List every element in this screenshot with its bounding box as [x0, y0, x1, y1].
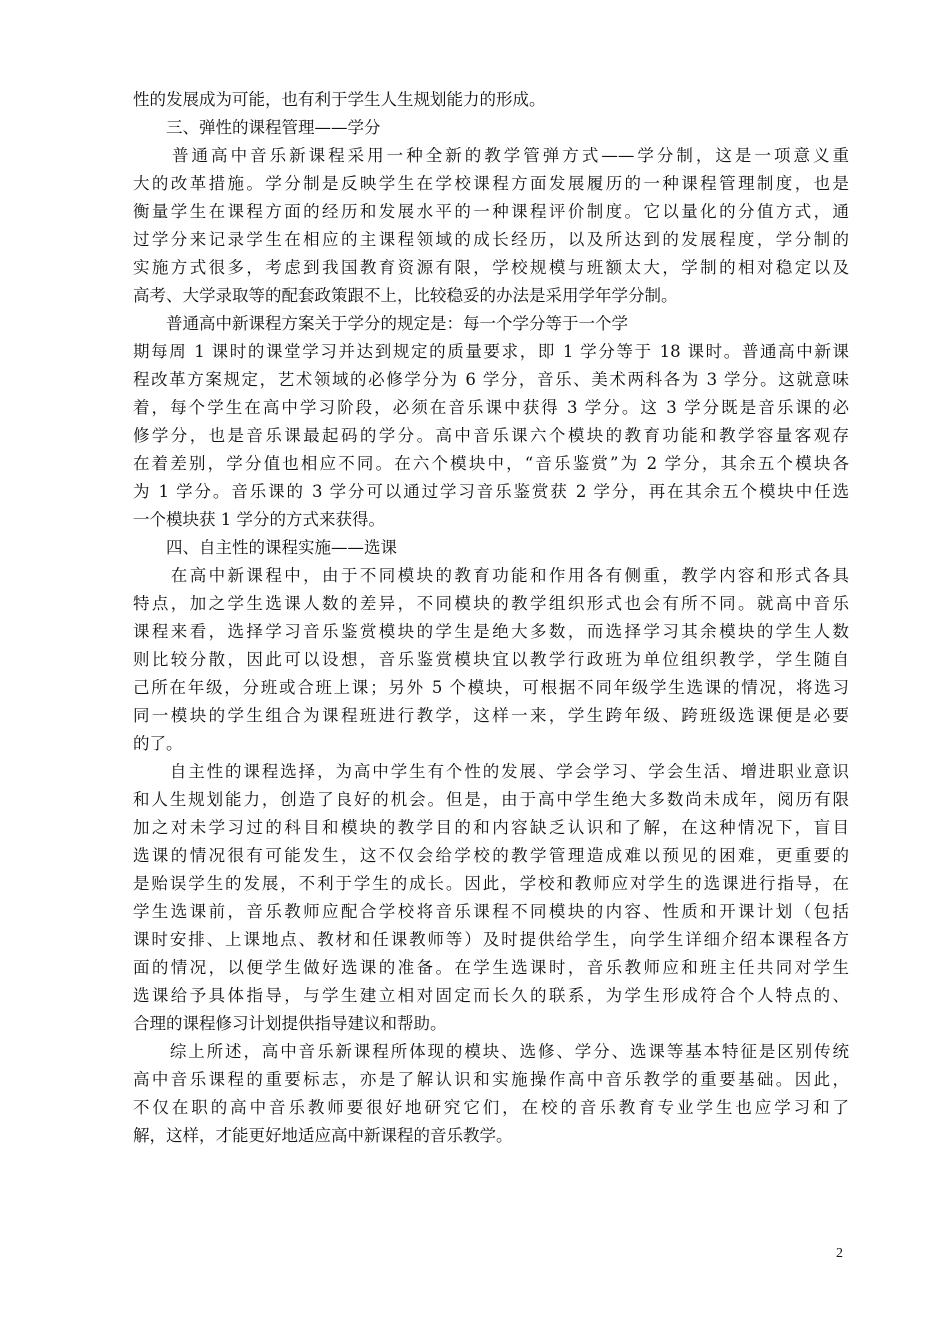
text-line: 着，每个学生在高中学习阶段，必须在音乐课中获得 3 学分。这 3 学分既是音乐课的必	[133, 398, 849, 417]
text-line: 在高中新课程中，由于不同模块的教育功能和作用各有侧重，教学内容和形式各具	[133, 566, 849, 585]
text-line: 高中音乐课程的重要标志，亦是了解认识和实施操作高中音乐教学的重要基础。因此，	[133, 1070, 849, 1089]
text-line: 衡量学生在课程方面的经历和发展水平的一种课程评价制度。它以量化的分值方式，通	[133, 202, 849, 221]
text-line: 课时安排、上课地点、教材和任课教师等）及时提供给学生，向学生详细介绍本课程各方	[133, 930, 849, 949]
text-line: 则比较分散，因此可以设想，音乐鉴赏模块宜以教学行政班为单位组织教学，学生随自	[133, 650, 849, 669]
text-line: 期每周 1 课时的课堂学习并达到规定的质量要求，即 1 学分等于 18 课时。普通高中新课	[133, 342, 849, 361]
text-line: 大的改革措施。学分制是反映学生在学校课程方面发展履历的一种课程管理制度，也是	[133, 174, 849, 193]
text-line: 选课的情况很有可能发生，这不仅会给学校的教学管理造成难以预见的困难，更重要的	[133, 846, 849, 865]
text-line: 为 1 学分。音乐课的 3 学分可以通过学习音乐鉴赏获 2 学分，再在其余五个模块中任选	[133, 482, 849, 501]
text-line: 实施方式很多，考虑到我国教育资源有限，学校规模与班额太大，学制的相对稳定以及	[133, 258, 849, 277]
text-line: 的了。	[133, 734, 183, 753]
section-heading: 三、弹性的课程管理——学分	[133, 118, 381, 137]
text-line: 加之对未学习过的科目和模块的教学目的和内容缺乏认识和了解，在这种情况下，盲目	[133, 818, 849, 837]
text-line: 选课给予具体指导，与学生建立相对固定而长久的联系，为学生形成符合个人特点的、	[133, 986, 849, 1005]
text-line: 同一模块的学生组合为课程班进行教学，这样一来，学生跨年级、跨班级选课便是必要	[133, 706, 849, 725]
text-line: 普通高中音乐新课程采用一种全新的教学管弹方式——学分制，这是一项意义重	[133, 146, 849, 165]
text-line: 己所在年级，分班或合班上课；另外 5 个模块，可根据不同年级学生选课的情况，将选习	[133, 678, 849, 697]
text-line: 学生选课前，音乐教师应配合学校将音乐课程不同模块的内容、性质和开课计划（包括	[133, 902, 849, 921]
text-line: 程改革方案规定，艺术领域的必修学分为 6 学分，音乐、美术两科各为 3 学分。这就意味	[133, 370, 849, 389]
page-number: 2	[836, 1246, 843, 1261]
text-line: 普通高中新课程方案关于学分的规定是：每一个学分等于一个学	[133, 314, 628, 333]
text-line: 解，这样，才能更好地适应高中新课程的音乐教学。	[133, 1126, 513, 1145]
text-line: 一个模块获 1 学分的方式来获得。	[133, 510, 385, 529]
text-line: 面的情况，以便学生做好选课的准备。在学生选课时，音乐教师应和班主任共同对学生	[133, 958, 849, 977]
text-line: 课程来看，选择学习音乐鉴赏模块的学生是绝大多数，而选择学习其余模块的学生人数	[133, 622, 849, 641]
body-text	[133, 86, 849, 1150]
text-line: 综上所述，高中音乐新课程所体现的模块、选修、学分、选课等基本特征是区别传统	[133, 1042, 849, 1061]
text-line: 特点，加之学生选课人数的差异，不同模块的教学组织形式也会有所不同。就高中音乐	[133, 594, 849, 613]
text-line: 过学分来记录学生在相应的主课程领域的成长经历，以及所达到的发展程度，学分制的	[133, 230, 849, 249]
text-line: 高考、大学录取等的配套政策跟不上，比较稳妥的办法是采用学年学分制。	[133, 286, 678, 305]
text-line: 是贻误学生的发展，不利于学生的成长。因此，学校和教师应对学生的选课进行指导，在	[133, 874, 849, 893]
text-line: 性的发展成为可能，也有利于学生人生规划能力的形成。	[133, 90, 546, 109]
text-line: 和人生规划能力，创造了良好的机会。但是，由于高中学生绝大多数尚未成年，阅历有限	[133, 790, 849, 809]
text-line: 不仅在职的高中音乐教师要很好地研究它们，在校的音乐教育专业学生也应学习和了	[133, 1098, 849, 1117]
text-line: 自主性的课程选择，为高中学生有个性的发展、学会学习、学会生活、增进职业意识	[133, 762, 849, 781]
text-line: 合理的课程修习计划提供指导建议和帮助。	[133, 1014, 447, 1033]
text-line: 在着差别，学分值也相应不同。在六个模块中，“音乐鉴赏”为 2 学分，其余五个模块各	[133, 454, 849, 473]
section-heading: 四、自主性的课程实施——选课	[133, 538, 397, 557]
text-line: 修学分，也是音乐课最起码的学分。高中音乐课六个模块的教育功能和教学容量客观存	[133, 426, 849, 445]
